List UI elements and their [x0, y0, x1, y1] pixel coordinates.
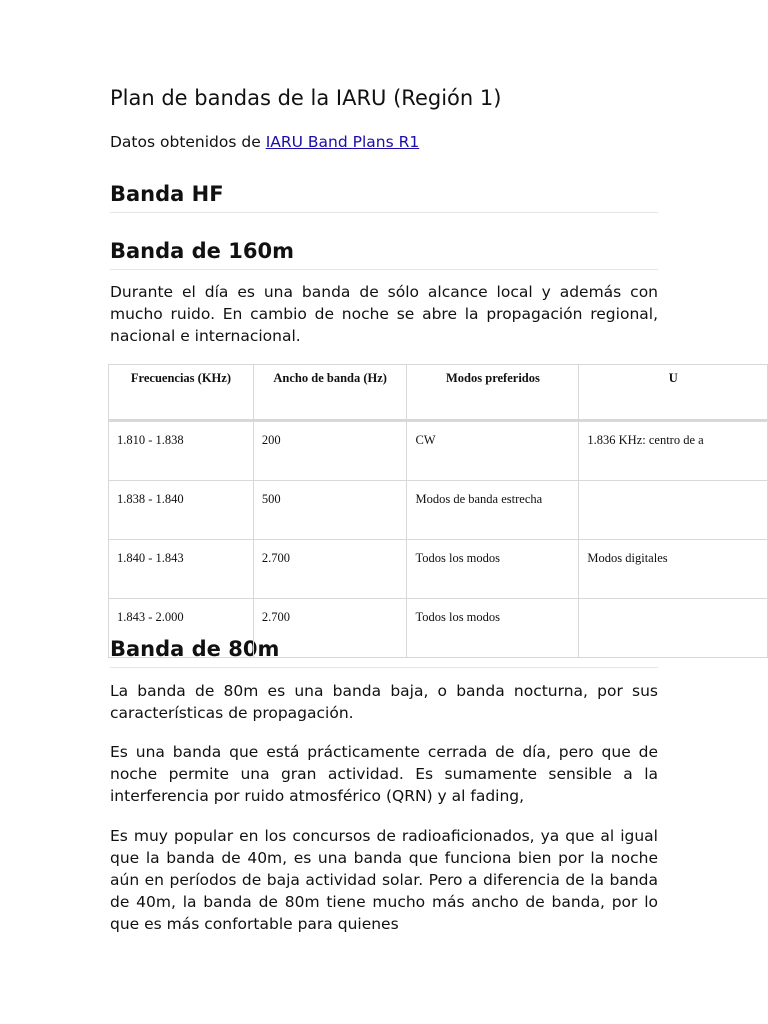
section-heading-hf: Banda HF [110, 182, 658, 213]
column-header-preferred-modes: Modos preferidos [407, 365, 579, 421]
cell-modes: Todos los modos [407, 540, 579, 599]
cell-modes: Todos los modos [407, 599, 579, 658]
cell-frequency: 1.838 - 1.840 [109, 481, 254, 540]
cell-usage: 1.836 KHz: centro de a [579, 421, 768, 481]
section-heading-160m: Banda de 160m [110, 239, 658, 270]
column-header-usage: U [579, 365, 768, 421]
paragraph-80m-3: Es muy popular en los concursos de radioaficionados, ya que al igual que la banda de 40m, es una banda que funciona bien por la noche aún en períodos de baja actividad solar. Pero a diferencia de la banda de 40m, la banda de 80m tiene mucho más ancho de banda, por lo que es más confortable para quienes [110, 827, 658, 933]
cell-modes: Modos de banda estrecha [407, 481, 579, 540]
section-heading-80m: Banda de 80m [110, 637, 658, 668]
paragraph-80m-1: La banda de 80m es una banda baja, o banda nocturna, por sus características de propagación. [110, 682, 658, 722]
source-prefix: Datos obtenidos de [110, 133, 266, 151]
table-row [109, 481, 768, 540]
table-row [109, 540, 768, 599]
source-line [110, 133, 419, 151]
paragraph-160m-intro: Durante el día es una banda de sólo alcance local y además con mucho ruido. En cambio de noche se abre la propagación regional, nacional e internacional. [110, 283, 658, 345]
table-row [109, 421, 768, 481]
cell-bandwidth: 500 [253, 481, 407, 540]
column-header-bandwidth: Ancho de banda (Hz) [253, 365, 407, 421]
cell-frequency: 1.810 - 1.838 [109, 421, 254, 481]
table-header-row [109, 365, 768, 421]
cell-bandwidth: 2.700 [253, 599, 407, 658]
cell-frequency: 1.840 - 1.843 [109, 540, 254, 599]
cell-modes: CW [407, 421, 579, 481]
cell-usage: Modos digitales [579, 540, 768, 599]
column-header-frequencies: Frecuencias (KHz) [109, 365, 254, 421]
cell-bandwidth: 200 [253, 421, 407, 481]
band-plan-table-container [108, 364, 768, 658]
cell-frequency: 1.843 - 2.000 [109, 599, 254, 658]
iaru-band-plans-link[interactable]: IARU Band Plans R1 [265, 133, 420, 151]
page-title: Plan de bandas de la IARU (Región 1) [110, 86, 502, 110]
paragraph-80m-2: Es una banda que está prácticamente cerrada de día, pero que de noche permite una gran actividad. Es sumamente sensible a la interferencia por ruido atmosférico (QRN) y al fading, [110, 743, 658, 805]
band-plan-table [108, 364, 768, 658]
cell-usage [579, 481, 768, 540]
cell-bandwidth: 2.700 [253, 540, 407, 599]
table-row [109, 599, 768, 658]
cell-usage [579, 599, 768, 658]
